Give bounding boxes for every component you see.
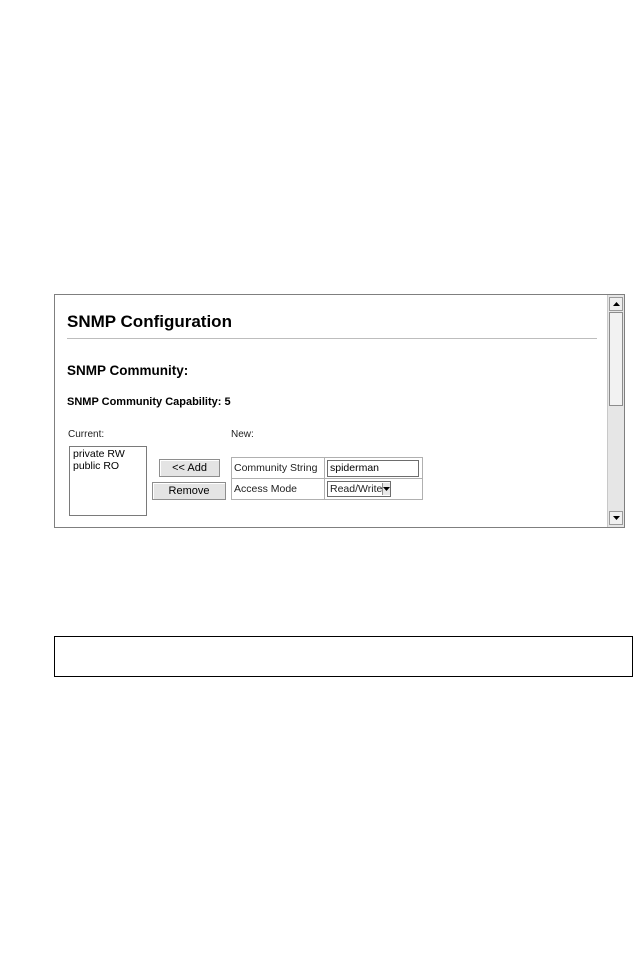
current-label: Current: (68, 429, 105, 440)
community-string-cell (325, 458, 423, 479)
add-button[interactable]: << Add (159, 459, 220, 477)
community-string-input[interactable] (327, 460, 419, 477)
vertical-scrollbar[interactable] (607, 295, 624, 527)
empty-text-box (54, 636, 633, 677)
browser-frame (54, 294, 625, 528)
community-capability-label: SNMP Community Capability: 5 (67, 396, 231, 408)
section-title: SNMP Community: (67, 363, 189, 378)
chevron-down-icon[interactable] (382, 483, 390, 495)
remove-button[interactable]: Remove (152, 482, 226, 500)
new-community-form (231, 457, 423, 500)
access-mode-value: Read/Write (330, 483, 383, 495)
list-item[interactable]: public RO (73, 460, 120, 472)
title-divider (67, 338, 597, 339)
access-mode-cell (325, 479, 423, 500)
page-content (55, 295, 607, 527)
scroll-down-arrow-icon[interactable] (609, 511, 623, 525)
access-mode-select[interactable] (327, 481, 391, 497)
current-community-list[interactable] (69, 446, 147, 516)
access-mode-label: Access Mode (232, 479, 325, 500)
community-string-label: Community String (232, 458, 325, 479)
new-label: New: (231, 429, 254, 440)
page-title: SNMP Configuration (67, 312, 232, 331)
scroll-up-arrow-icon[interactable] (609, 297, 623, 311)
list-item[interactable]: private RW (73, 448, 125, 460)
scrollbar-thumb[interactable] (609, 312, 623, 406)
